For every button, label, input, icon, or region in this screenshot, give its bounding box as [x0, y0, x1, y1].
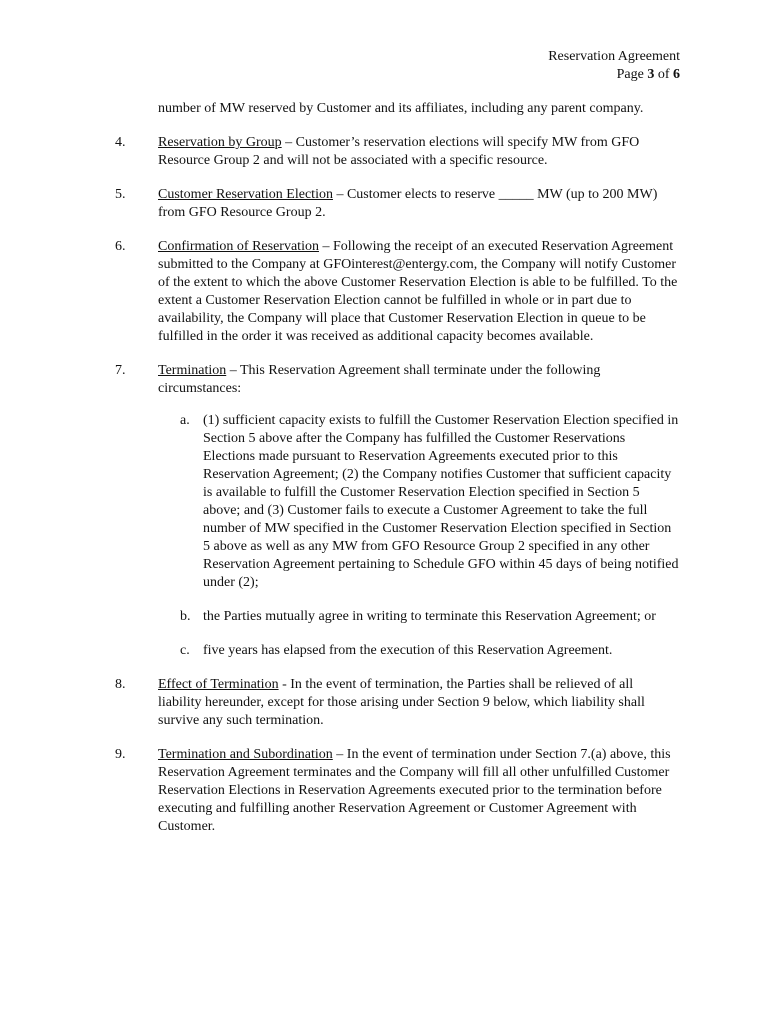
section-text: – This Reservation Agreement shall terminate under the following circumstances: [158, 363, 601, 396]
section-body [158, 676, 680, 730]
section-text: – Customer’s reservation elections will specify MW from GFO Resource Group 2 and will not be associated with a specific resource. [158, 135, 640, 168]
section-title: Termination [158, 363, 227, 378]
subitem-a [180, 412, 680, 592]
subitem-c [180, 642, 680, 660]
subitem-text: the Parties mutually agree in writing to terminate this Reservation Agreement; or [203, 609, 656, 624]
page-number: 3 [647, 67, 655, 82]
section-9 [115, 746, 680, 836]
section-title: Termination and Subordination [158, 747, 333, 762]
page-label: Page [616, 67, 644, 82]
section-title: Effect of Termination [158, 677, 279, 692]
section-title: Confirmation of Reservation [158, 239, 319, 254]
section-8 [115, 676, 680, 730]
document-title: Reservation Agreement [548, 49, 680, 64]
section-number: 7. [115, 363, 126, 378]
section-number: 4. [115, 135, 126, 150]
section-body [158, 746, 680, 836]
subitem-letter: a. [180, 413, 190, 428]
section-number: 6. [115, 239, 126, 254]
section-body [158, 238, 680, 346]
section-number: 5. [115, 187, 126, 202]
section-number: 8. [115, 677, 126, 692]
subitem-text: five years has elapsed from the execution of this Reservation Agreement. [203, 643, 613, 658]
section-number: 9. [115, 747, 126, 762]
termination-subitems [180, 412, 680, 660]
section-6 [115, 238, 680, 346]
section-text: – Customer elects to reserve _____ MW (up to 200 MW) from GFO Resource Group 2. [158, 187, 658, 220]
continuation-paragraph: number of MW reserved by Customer and its affiliates, including any parent company. [158, 101, 644, 116]
subitem-b [180, 608, 680, 626]
section-body [158, 134, 680, 170]
subitem-letter: b. [180, 609, 191, 624]
section-body [158, 186, 680, 222]
section-text: – Following the receipt of an executed Reservation Agreement submitted to the Company at GFOinterest@entergy.com, the Company will notify Customer of the extent to which the above Customer Reservation Election is able to be fulfilled. To the extent a Customer Reservation Election cannot be fulfilled in whole or in part due to availability, the Company will place that Customer Reservation Election in queue to be fulfilled in the order it was received as additional capacity becomes available. [158, 239, 678, 344]
section-5 [115, 186, 680, 222]
section-4 [115, 134, 680, 170]
subitem-text: (1) sufficient capacity exists to fulfill the Customer Reservation Election specified in Section 5 above after the Company has fulfilled the Customer Reservations Elections made pursuant to Reservation Agreements executed prior to this Reservation Agreement; (2) the Company notifies Customer that sufficient capacity is available to fulfill the Customer Reservation Election specified in Section 5 above; and (3) Customer fails to execute a Customer Agreement to take the full number of MW specified in the Customer Reservation Election specified in Section 5 above as well as any MW from GFO Resource Group 2 specified in any other Reservation Agreement pertaining to Schedule GFO within 45 days of being notified under (2); [203, 413, 679, 590]
section-7 [115, 362, 680, 660]
section-text: - In the event of termination, the Parties shall be relieved of all liability hereunder, except for those arising under Section 9 below, which liability shall survive any such termination. [158, 677, 645, 728]
page-header [548, 48, 680, 84]
section-body [158, 362, 680, 660]
document-body [115, 100, 680, 852]
section-text: – In the event of termination under Section 7.(a) above, this Reservation Agreement terminates and the Company will fill all other unfulfilled Customer Reservation Elections in Reservation Agreements executed prior to the termination before executing and fulfilling another Reservation Agreement or Customer Agreement with Customer. [158, 747, 671, 834]
subitem-letter: c. [180, 643, 190, 658]
section-title: Customer Reservation Election [158, 187, 333, 202]
page-of-label: of [657, 67, 670, 82]
page-indicator [548, 66, 680, 84]
section-title: Reservation by Group [158, 135, 282, 150]
page-total: 6 [673, 67, 680, 82]
